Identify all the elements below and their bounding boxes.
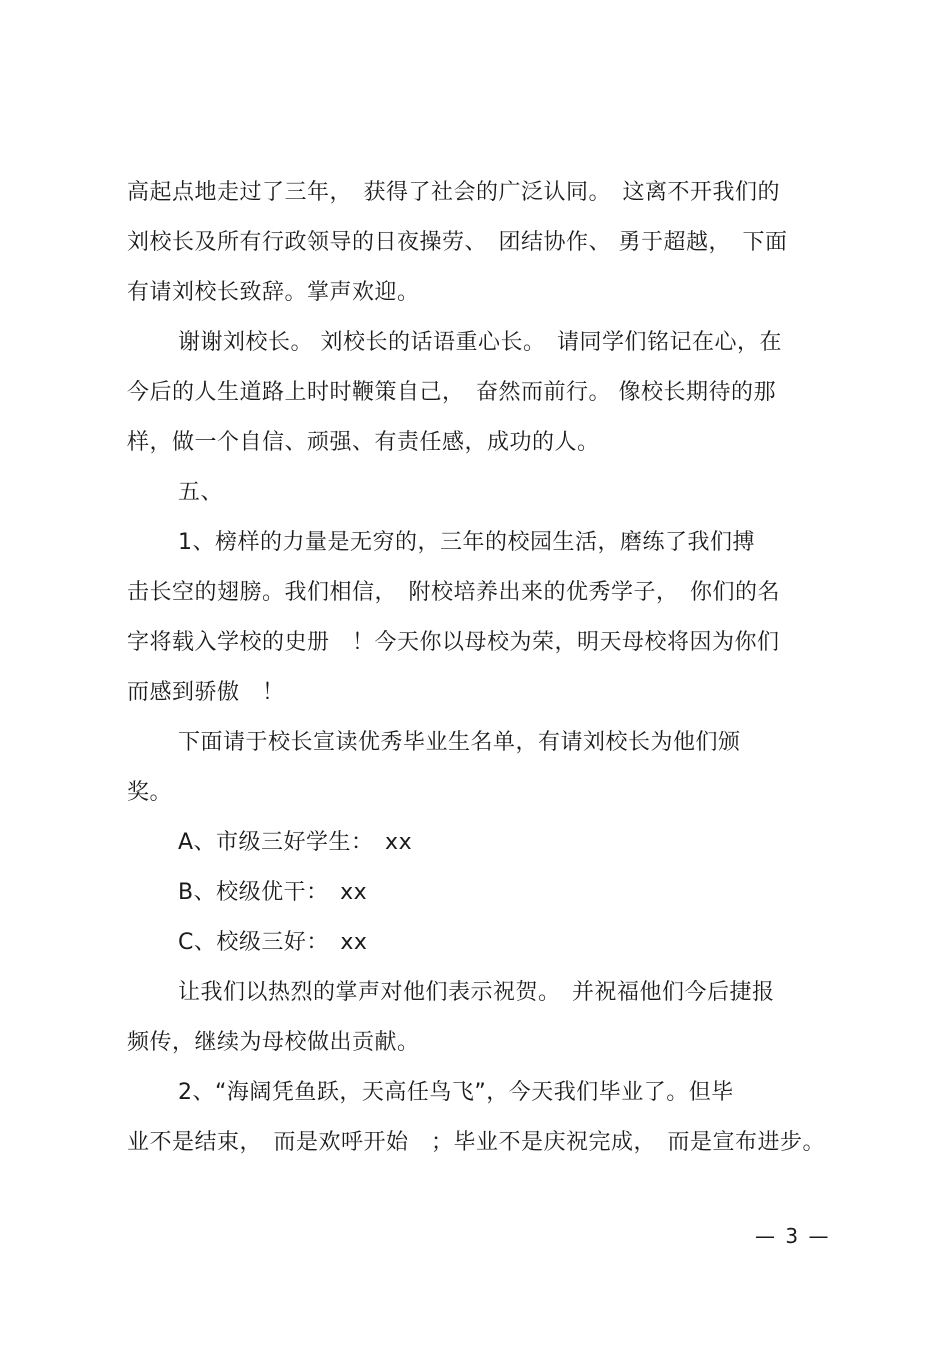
paragraph-line-8: 1、榜样的力量是无穷的，三年的校园生活，磨练了我们搏 — [178, 530, 755, 555]
paragraph-line-4: 谢谢刘校长。 刘校长的话语重心长。 请同学们铭记在心，在 — [178, 330, 782, 355]
section-heading: 五、 — [178, 480, 224, 505]
paragraph-line-3: 有请刘校长致辞。掌声欢迎。 — [127, 280, 420, 305]
paragraph-line-6: 样，做一个自信、顽强、有责任感，成功的人。 — [127, 430, 600, 455]
paragraph-line-19: 2、“海阔凭鱼跃，天高任鸟飞”，今天我们毕业了。但毕 — [178, 1080, 734, 1105]
award-item-c: C、校级三好： xx — [178, 930, 368, 955]
award-item-b: B、校级优干： xx — [178, 880, 368, 905]
paragraph-line-13: 奖。 — [127, 780, 173, 805]
award-item-a: A、市级三好学生： xx — [178, 830, 413, 855]
paragraph-line-18: 频传，继续为母校做出贡献。 — [127, 1030, 420, 1055]
paragraph-line-1: 高起点地走过了三年， 获得了社会的广泛认同。 这离不开我们的 — [127, 180, 781, 205]
paragraph-line-5: 今后的人生道路上时时鞭策自己， 奋然而前行。 像校长期待的那 — [127, 380, 776, 405]
paragraph-line-10: 字将载入学校的史册 ！今天你以母校为荣，明天母校将因为你们 — [127, 630, 780, 655]
paragraph-line-20: 业不是结束， 而是欢呼开始 ；毕业不是庆祝完成， 而是宣布进步。 — [127, 1130, 826, 1155]
paragraph-line-9: 击长空的翅膀。我们相信， 附校培养出来的优秀学子， 你们的名 — [127, 580, 781, 605]
page-number: — 3 — — [755, 1224, 831, 1248]
paragraph-line-2: 刘校长及所有行政领导的日夜操劳、 团结协作、 勇于超越， 下面 — [127, 230, 788, 255]
paragraph-line-11: 而感到骄傲 ！ — [127, 680, 285, 705]
paragraph-line-17: 让我们以热烈的掌声对他们表示祝贺。 并祝福他们今后捷报 — [178, 980, 775, 1005]
paragraph-line-12: 下面请于校长宣读优秀毕业生名单，有请刘校长为他们颁 — [178, 730, 741, 755]
